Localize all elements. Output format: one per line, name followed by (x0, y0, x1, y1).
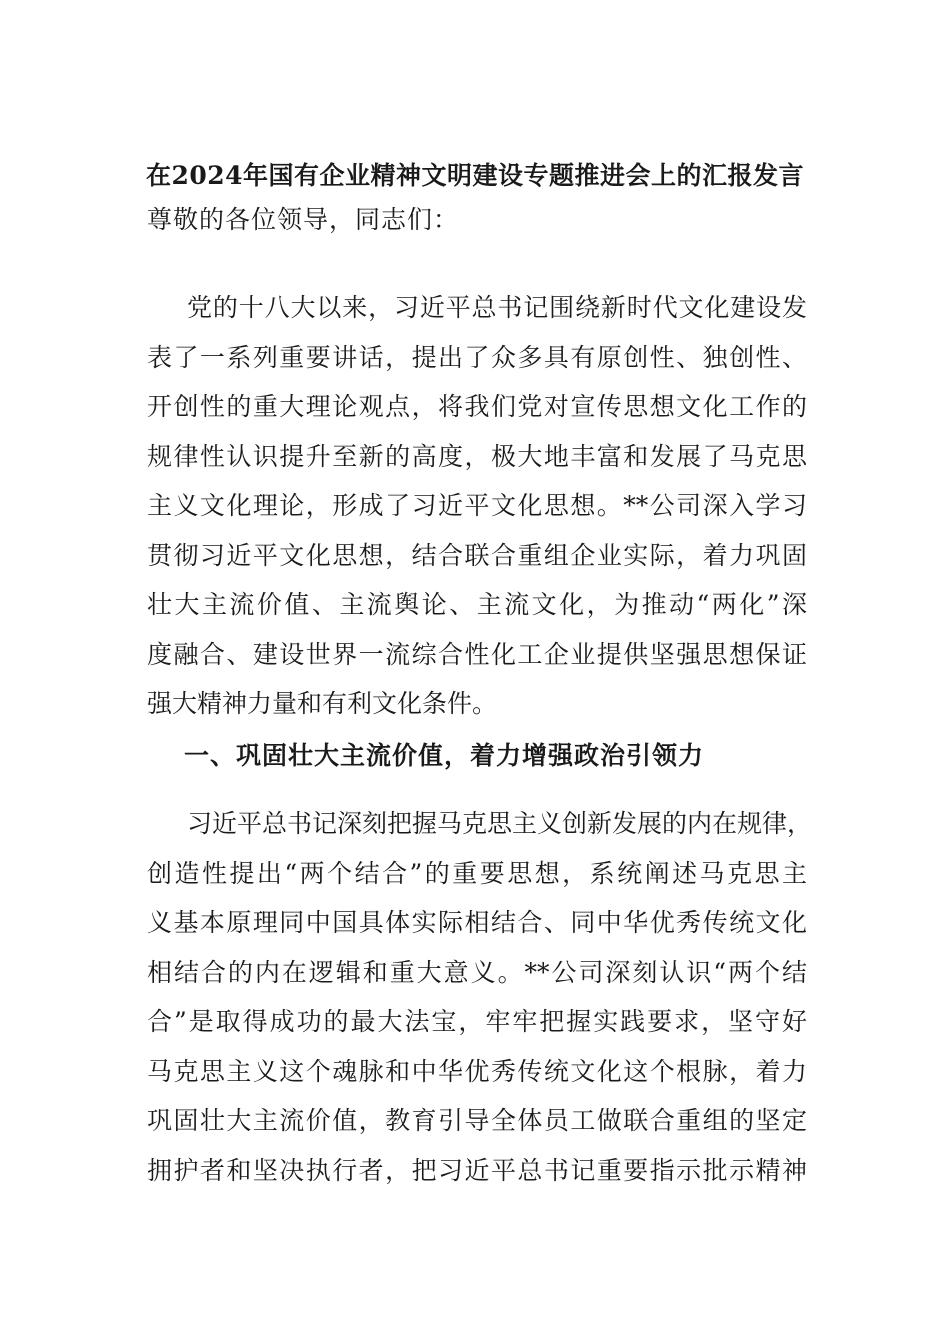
text-line: 合”是取得成功的最大法宝，牢牢把握实践要求，坚守好 (147, 1007, 807, 1036)
text-line: 主义文化理论，形成了习近平文化思想。**公司深入学习 (147, 491, 807, 520)
text-line: 巩固壮大主流价值，教育引导全体员工做联合重组的坚定 (147, 1106, 807, 1135)
text-line: 壮大主流价值、主流舆论、主流文化，为推动“两化”深 (147, 590, 807, 619)
text-line: 习近平总书记深刻把握马克思主义创新发展的内在规律， (187, 809, 813, 838)
salutation: 尊敬的各位领导，同志们： (147, 205, 460, 234)
text-line: 义基本原理同中国具体实际相结合、同中华优秀传统文化 (147, 908, 807, 937)
text-line: 贯彻习近平文化思想，结合联合重组企业实际，着力巩固 (147, 540, 807, 570)
text-line: 拥护者和坚决执行者，把习近平总书记重要指示批示精神 (147, 1155, 807, 1185)
text-line: 相结合的内在逻辑和重大意义。**公司深刻认识“两个结 (147, 957, 807, 987)
text-line: 度融合、建设世界一流综合性化工企业提供坚强思想保证 (147, 639, 807, 669)
text-line: 强大精神力量和有利文化条件。 (147, 689, 498, 718)
text-line: 创造性提出“两个结合”的重要思想，系统阐述马克思主 (147, 858, 807, 888)
document-title: 在2024年国有企业精神文明建设专题推进会上的汇报发言 (145, 161, 805, 190)
text-line: 表了一系列重要讲话，提出了众多具有原创性、独创性、 (147, 342, 807, 372)
text-line: 马克思主义这个魂脉和中华优秀传统文化这个根脉，着力 (147, 1056, 807, 1086)
text-line: 党的十八大以来，习近平总书记围绕新时代文化建设发 (187, 293, 807, 322)
text-line: 规律性认识提升至新的高度，极大地丰富和发展了马克思 (147, 441, 807, 471)
text-line: 开创性的重大理论观点，将我们党对宣传思想文化工作的 (147, 392, 807, 421)
section-heading: 一、巩固壮大主流价值，着力增强政治引领力 (184, 741, 705, 770)
paragraph-section-1 (147, 799, 813, 1195)
paragraph-intro (147, 283, 807, 729)
